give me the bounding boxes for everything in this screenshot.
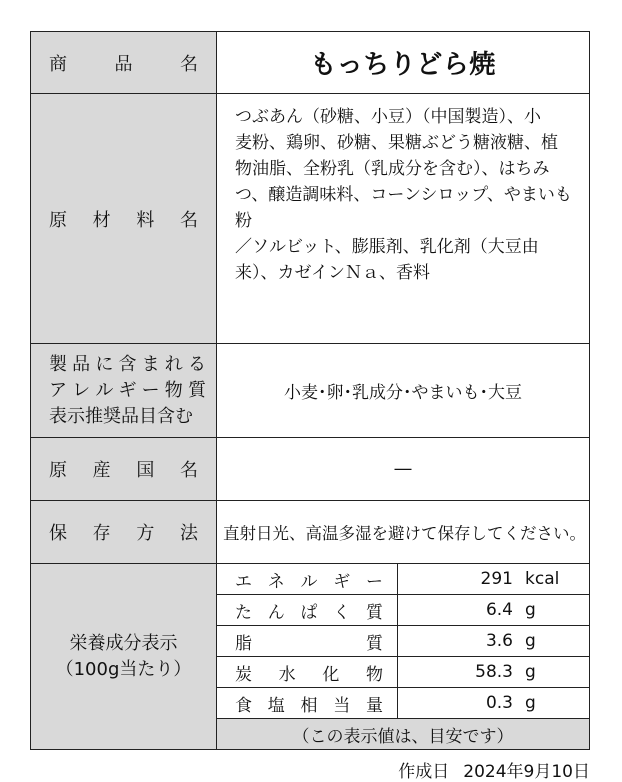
nutrient-unit: kcal (525, 569, 560, 589)
nutrient-unit: g (525, 600, 536, 620)
ingredients-header-char: 材 (92, 209, 111, 231)
ingredients-line: 物油脂、全粉乳（乳成分を含む）、はちみ (235, 159, 550, 179)
nutrient-value: 58.3 (475, 662, 513, 682)
origin-row (31, 438, 590, 501)
nutrient-value: 291 (480, 569, 513, 589)
allergen-header-char: レ (72, 379, 91, 401)
nutrient-value: 6.4 (485, 600, 513, 620)
allergen-header-char: れ (164, 353, 183, 375)
nutrient-name (217, 657, 398, 688)
storage-header-char: 保 (49, 523, 67, 544)
allergen-header-char: ギ (118, 379, 137, 401)
nutrition-row-fat (217, 626, 589, 657)
nutrient-value-cell (398, 564, 590, 595)
storage-row (31, 501, 590, 564)
nutrient-value-cell (398, 595, 590, 626)
nutrient-name-char: ネ (267, 571, 285, 592)
nutrition-row (31, 564, 590, 750)
nutrient-name-char: 炭 (235, 664, 252, 685)
food-label-table (30, 31, 590, 750)
allergen-value: 小麦･卵･乳成分･やまいも･大豆 (217, 344, 590, 438)
nutrition-row-salt (217, 688, 589, 719)
ingredients-header-char: 原 (49, 209, 67, 231)
ingredients-row (31, 94, 590, 344)
product-name-header-char: 品 (114, 53, 133, 75)
storage-header-char: 方 (136, 523, 155, 544)
allergen-header-char: 物 (164, 379, 183, 401)
nutrient-name (217, 564, 398, 595)
nutrition-row-energy (217, 564, 589, 595)
nutrient-name-char: た (235, 602, 252, 623)
origin-header (31, 438, 217, 501)
origin-header-char: 原 (49, 460, 67, 481)
nutrition-table-cell (217, 564, 590, 750)
nutrient-name-char: ん (267, 602, 285, 623)
nutrient-name-char: 質 (366, 633, 383, 654)
creation-date-value: 2024年9月10日 (463, 762, 590, 782)
allergen-header-char: 品 (72, 353, 91, 375)
nutrient-name-char: く (333, 602, 351, 623)
allergen-header-char: に (95, 353, 114, 375)
product-name-header-char: 名 (180, 53, 198, 75)
allergen-header-char: 質 (187, 379, 206, 401)
storage-value: 直射日光、高温多湿を避けて保存してください。 (217, 501, 590, 564)
allergen-row (31, 344, 590, 438)
nutrient-name-char: 物 (365, 664, 383, 685)
nutrient-name-char: 化 (322, 664, 340, 685)
allergen-header-char: ル (95, 379, 114, 401)
ingredients-header (31, 94, 217, 344)
nutrient-name-char: 当 (333, 695, 351, 716)
ingredients-line: 来）、カゼインＮａ、香料 (235, 263, 430, 283)
nutrient-name-char: 塩 (267, 695, 285, 716)
nutrient-value-cell (398, 688, 590, 719)
nutrient-unit: g (525, 693, 536, 713)
nutrient-name (217, 626, 398, 657)
allergen-header-char: ま (141, 353, 160, 375)
nutrition-note: （この表示値は、目安です） (217, 719, 589, 750)
product-name-row (31, 32, 590, 94)
allergen-header (31, 344, 217, 438)
nutrient-name-char: ー (366, 571, 383, 592)
nutrient-value: 0.3 (485, 693, 513, 713)
nutrition-header (31, 564, 217, 750)
food-label (30, 31, 590, 750)
storage-header-char: 存 (92, 523, 111, 544)
product-name-header (31, 32, 217, 94)
origin-header-char: 名 (179, 460, 198, 481)
nutrient-name-char: 水 (278, 664, 296, 685)
origin-header-char: 産 (92, 460, 111, 481)
nutrient-value-cell (398, 626, 590, 657)
nutrient-value: 3.6 (485, 631, 513, 651)
nutrition-note-row (217, 719, 589, 750)
nutrient-name-char: 脂 (235, 633, 252, 654)
creation-date (398, 757, 590, 782)
storage-header (31, 501, 217, 564)
allergen-header-char: 含 (118, 353, 137, 375)
nutrient-name-char: ル (300, 571, 318, 592)
nutrient-name (217, 595, 398, 626)
nutrient-name-char: 食 (235, 695, 252, 716)
allergen-header-char: る (187, 353, 206, 375)
ingredients-line: 麦粉、鶏卵、砂糖、果糖ぶどう糖液糖、植 (235, 133, 558, 153)
nutrient-name (217, 688, 398, 719)
origin-value: ― (217, 438, 590, 501)
allergen-header-char: ー (141, 379, 160, 401)
nutrient-name-char: エ (235, 571, 252, 592)
nutrient-unit: g (525, 631, 536, 651)
nutrient-unit: g (525, 662, 536, 682)
nutrient-name-char: 相 (300, 695, 318, 716)
nutrient-name-char: 量 (366, 695, 383, 716)
product-name: もっちりどら焼 (217, 32, 590, 94)
ingredients-line: ／ソルビット、膨脹剤、乳化剤（大豆由 (235, 237, 539, 257)
nutrition-row-carbohydrate (217, 657, 589, 688)
allergen-header-char: 製 (49, 353, 67, 375)
ingredients-list (217, 94, 590, 344)
nutrition-row-protein (217, 595, 589, 626)
nutrient-name-char: ギ (333, 571, 351, 592)
ingredients-line: つぶあん（砂糖、小豆）（中国製造）、小 (235, 107, 541, 127)
ingredients-header-char: 料 (136, 209, 155, 231)
nutrition-header-basis: （100g当たり） (55, 658, 192, 680)
storage-header-char: 法 (179, 523, 198, 544)
product-name-header-char: 商 (49, 53, 67, 75)
ingredients-line: つ、醸造調味料、コーンシロップ、やまいも粉 (235, 185, 572, 231)
creation-date-label: 作成日 (398, 762, 450, 782)
ingredients-header-char: 名 (179, 209, 198, 231)
allergen-header-line: 表示推奨品目含む (49, 405, 193, 427)
origin-header-char: 国 (136, 460, 155, 481)
nutrient-name-char: ぱ (300, 602, 318, 623)
nutrient-value-cell (398, 657, 590, 688)
nutrition-header-title: 栄養成分表示 (69, 632, 178, 654)
nutrition-table (217, 564, 589, 749)
allergen-header-char: ア (49, 379, 67, 401)
nutrient-name-char: 質 (366, 602, 383, 623)
